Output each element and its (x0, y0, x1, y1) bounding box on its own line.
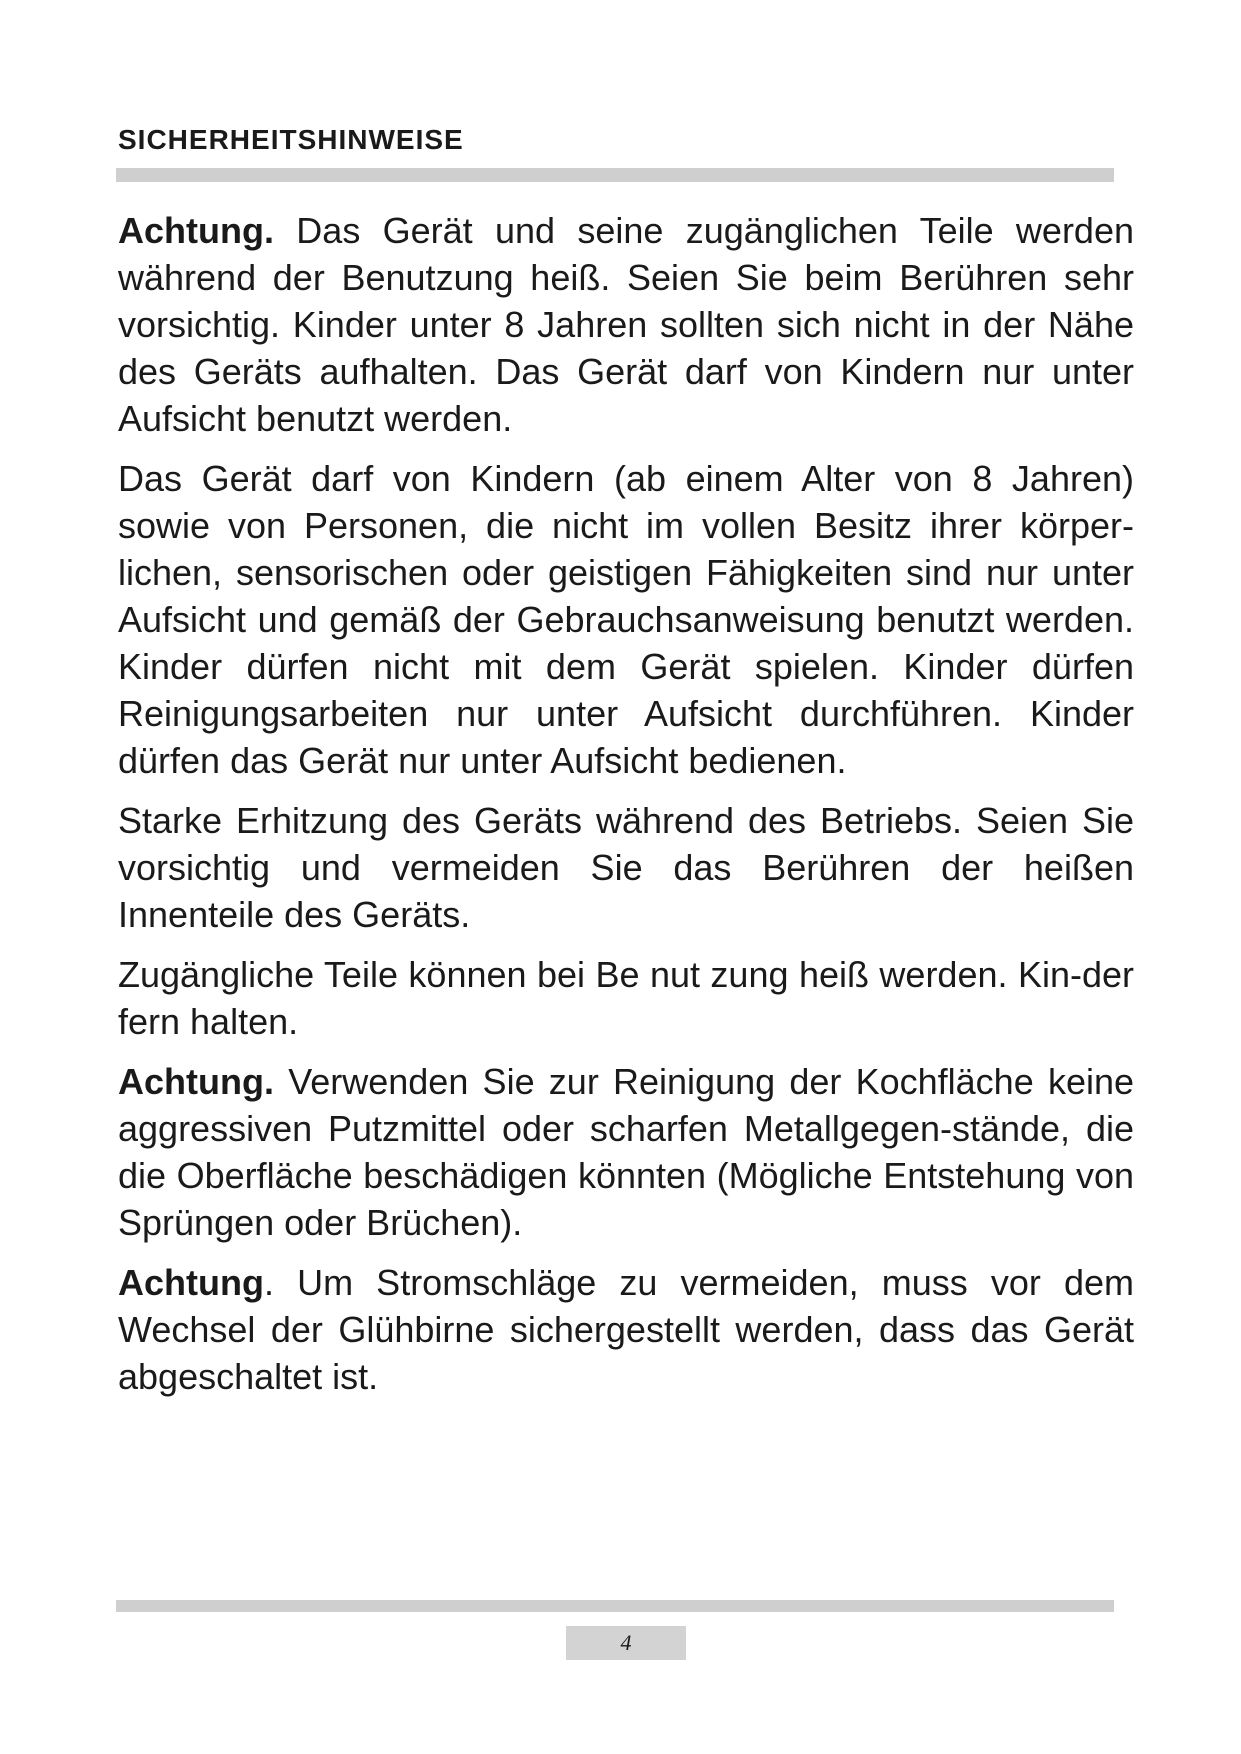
paragraph-accessible-parts (118, 951, 1134, 1045)
page-number: 4 (566, 1626, 686, 1660)
paragraph-heating (118, 797, 1134, 938)
paragraph-children-supervision (118, 455, 1134, 784)
paragraph-text: Starke Erhitzung des Geräts während des Betriebs. Seien Sie vorsichtig und vermeiden Sie das Berühren der heißen Innenteile des Geräts. (118, 800, 1134, 935)
footer-divider (116, 1600, 1114, 1612)
paragraph-text: Verwenden Sie zur Reinigung der Kochfläche keine aggressiven Putzmittel oder scharfen Metallgegen-stände, die die Oberfläche beschädigen könnten (Mögliche Entstehung von Sprüngen oder Brüchen). (118, 1061, 1134, 1243)
paragraph-text: Zugängliche Teile können bei Be nut zung heiß werden. Kin-der fern halten. (118, 954, 1134, 1042)
warning-label: Achtung (118, 1262, 264, 1303)
paragraph-text: . Um Stromschläge zu vermeiden, muss vor dem Wechsel der Glühbirne sichergestellt werden, dass das Gerät abgeschaltet ist. (118, 1262, 1134, 1397)
safety-text (118, 207, 1134, 1413)
section-title: SICHERHEITSHINWEISE (118, 124, 464, 155)
warning-label: Achtung. (118, 1061, 274, 1102)
paragraph-text: Das Gerät darf von Kindern (ab einem Alter von 8 Jahren) sowie von Personen, die nicht im vollen Besitz ihrer körper-lichen, sensorischen oder geistigen Fähigkeiten sind nur unter Aufsicht und gemäß der Gebrauchsanweisung benutzt werden. Kinder dürfen nicht mit dem Gerät spielen. Kinder dürfen Reinigungsarbeiten nur unter Aufsicht durchführen. Kinder dürfen das Gerät nur unter Aufsicht bedienen. (118, 458, 1134, 781)
paragraph-warning-electric-shock (118, 1259, 1134, 1400)
header-divider (116, 168, 1114, 182)
paragraph-warning-cleaning (118, 1058, 1134, 1246)
paragraph-text: Das Gerät und seine zugänglichen Teile werden während der Benutzung heiß. Seien Sie beim Berühren sehr vorsichtig. Kinder unter 8 Jahren sollten sich nicht in der Nähe des Geräts aufhalten. Das Gerät darf von Kindern nur unter Aufsicht benutzt werden. (118, 210, 1134, 439)
warning-label: Achtung. (118, 210, 274, 251)
paragraph-warning-hot-parts (118, 207, 1134, 442)
